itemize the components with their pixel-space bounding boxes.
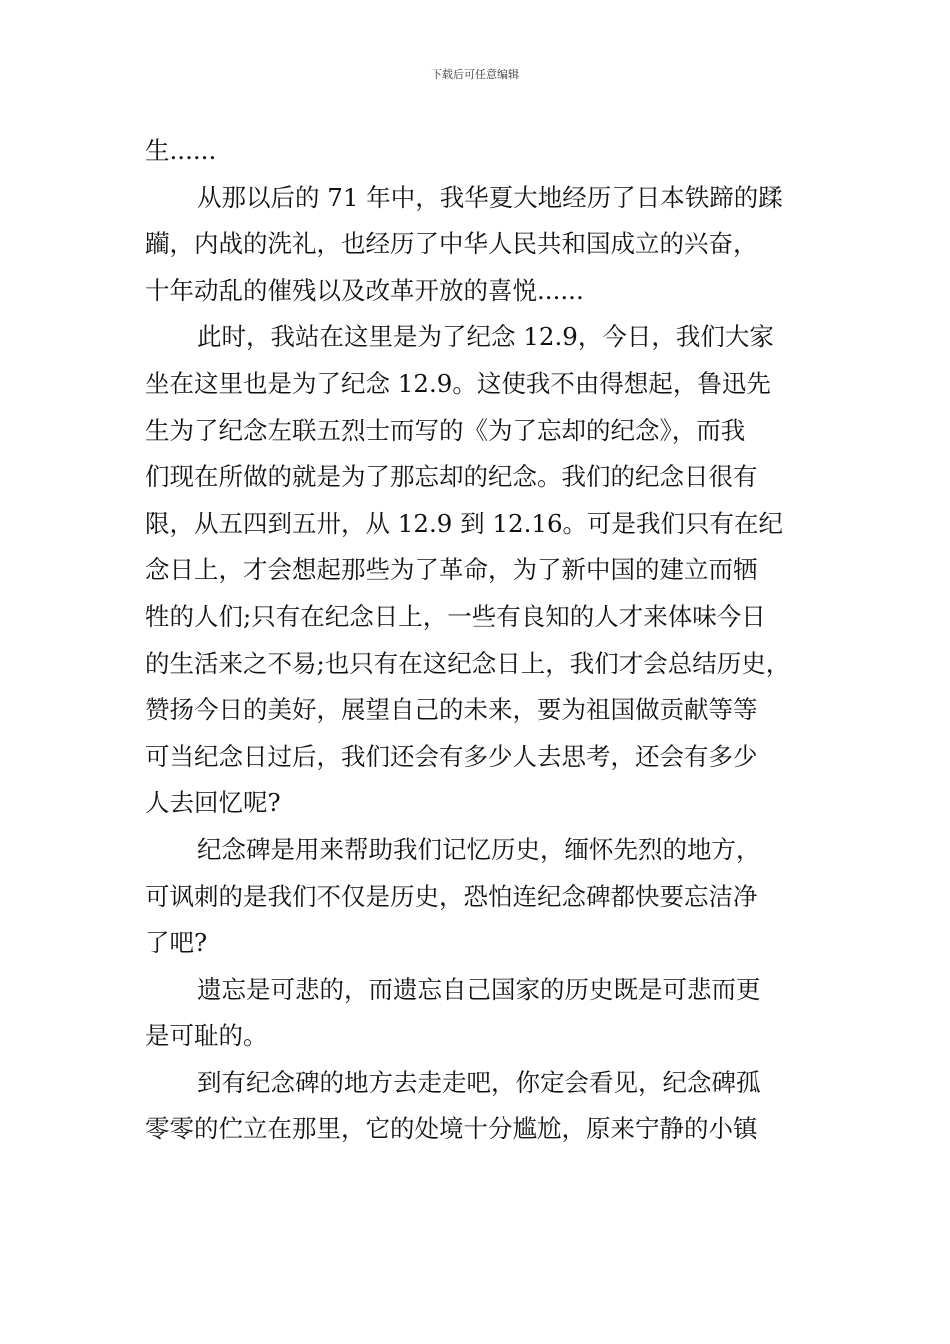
text-line: 零零的伫立在那里，它的处境十分尴尬，原来宁静的小镇 [145, 1114, 758, 1144]
text-line: 是可耻的。 [145, 1021, 268, 1051]
text-line: 限，从五四到五卅，从 12.9 到 12.16。可是我们只有在纪 [145, 508, 784, 538]
text-line: 此时，我站在这里是为了纪念 12.9，今日，我们大家 [197, 322, 774, 352]
text-line: 生为了纪念左联五烈士而写的《为了忘却的纪念》，而我 [145, 415, 746, 445]
text-line: 念日上，才会想起那些为了革命，为了新中国的建立而牺 [145, 555, 758, 585]
text-line: 了吧? [145, 928, 208, 958]
text-line: 的生活来之不易;也只有在这纪念日上，我们才会总结历史， [145, 648, 791, 678]
text-line: 赞扬今日的美好，展望自己的未来，要为祖国做贡献等等 [145, 695, 758, 725]
text-line: 可当纪念日过后，我们还会有多少人去思考，还会有多少 [145, 741, 758, 771]
text-line: 人去回忆呢? [145, 788, 281, 818]
text-line: 到有纪念碑的地方去走走吧，你定会看见，纪念碑孤 [197, 1067, 761, 1097]
text-line: 从那以后的 71 年中，我华夏大地经历了日本铁蹄的蹂 [197, 182, 783, 212]
text-line: 十年动乱的催残以及改革开放的喜悦...... [145, 275, 584, 305]
text-line: 生...... [145, 136, 217, 165]
text-line: 牲的人们;只有在纪念日上，一些有良知的人才来体味今日 [145, 601, 766, 631]
body-text [145, 128, 810, 1153]
text-line: 们现在所做的就是为了那忘却的纪念。我们的纪念日很有 [145, 462, 758, 492]
text-line: 躏，内战的洗礼，也经历了中华人民共和国成立的兴奋， [145, 229, 758, 259]
text-line: 纪念碑是用来帮助我们记忆历史，缅怀先烈的地方， [197, 834, 761, 864]
text-line: 遗忘是可悲的，而遗忘自己国家的历史既是可悲而更 [197, 974, 761, 1004]
text-line: 可讽刺的是我们不仅是历史，恐怕连纪念碑都快要忘洁净 [145, 881, 758, 911]
page-header: 下载后可任意编辑 [431, 68, 519, 81]
text-line: 坐在这里也是为了纪念 12.9。这使我不由得想起，鲁迅先 [145, 368, 771, 398]
